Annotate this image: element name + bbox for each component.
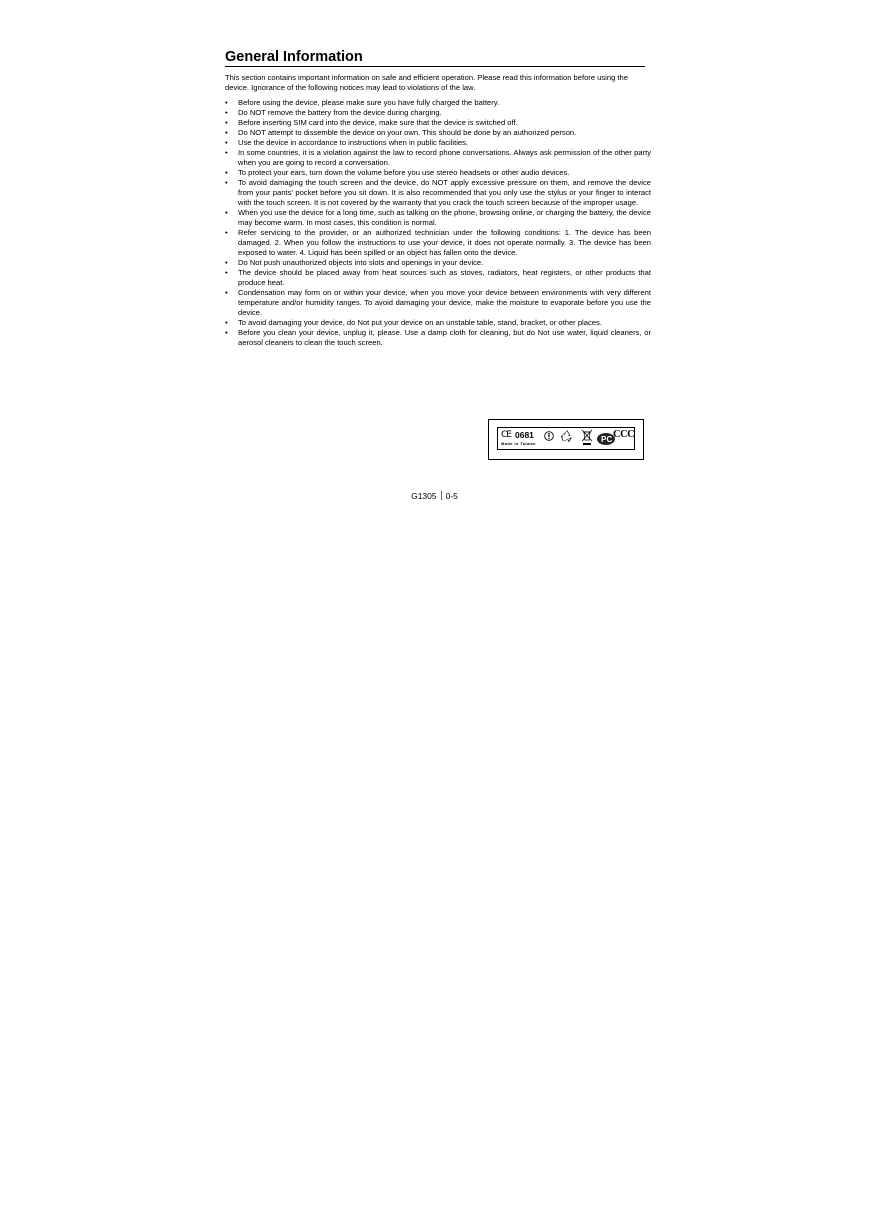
notice-text: Before inserting SIM card into the device, make sure that the device is switched off. xyxy=(238,118,518,127)
bullet-icon: • xyxy=(225,128,228,137)
page-number: 0-5 xyxy=(445,491,458,501)
recycle-icon xyxy=(560,429,574,443)
page-title: General Information xyxy=(225,48,645,67)
page-footer xyxy=(0,491,869,501)
list-item xyxy=(225,168,651,178)
notice-text: Before using the device, please make sure you have fully charged the battery. xyxy=(238,98,500,107)
notice-text: Refer servicing to the provider, or an authorized technician under the following conditions: 1. The device has been damaged. 2. When you follow the instructions to use your device, it does not operate normally. 3. The device has been exposed to water. 4. Liquid has been spilled or an object has fallen onto the device. xyxy=(238,228,651,257)
svg-text:C: C xyxy=(606,435,613,444)
list-item xyxy=(225,318,651,328)
footer-separator xyxy=(441,491,442,500)
notice-text: Before you clean your device, unplug it, please. Use a damp cloth for cleaning, but do Not use water, liquid cleaners, or aerosol cleaners to clean the touch screen. xyxy=(238,328,651,347)
alert-icon xyxy=(544,431,554,441)
list-item xyxy=(225,118,651,128)
bullet-icon: • xyxy=(225,228,228,237)
bullet-icon: • xyxy=(225,208,228,217)
notice-text: When you use the device for a long time, such as talking on the phone, browsing online, or charging the battery, the device may become warm. In most cases, this condition is normal. xyxy=(238,208,651,227)
bullet-icon: • xyxy=(225,148,228,157)
notice-text: Do NOT attempt to dissemble the device on your own. This should be done by an authorized person. xyxy=(238,128,577,137)
notice-text: Do Not push unauthorized objects into slots and openings in your device. xyxy=(238,258,484,267)
svg-text:P: P xyxy=(601,435,607,444)
bullet-icon: • xyxy=(225,258,228,267)
notice-text: Use the device in accordance to instructions when in public facilities. xyxy=(238,138,469,147)
bullet-icon: • xyxy=(225,168,228,177)
ccc-mark: CCC xyxy=(613,429,635,440)
list-item xyxy=(225,328,651,348)
certification-marks xyxy=(497,427,635,450)
list-item xyxy=(225,258,651,268)
intro-paragraph: This section contains important information on safe and efficient operation. Please read this information before using the device. Ignorance of the following notices may lead to violations of the law. xyxy=(225,73,628,92)
list-item xyxy=(225,128,651,138)
certification-label xyxy=(488,419,644,460)
list-item xyxy=(225,288,651,318)
notices-list xyxy=(225,98,651,348)
weee-bin-icon xyxy=(581,429,593,446)
notice-text: To avoid damaging your device, do Not put your device on an unstable table, stand, bracket, or other places. xyxy=(238,318,602,327)
list-item xyxy=(225,208,651,228)
notice-text: The device should be placed away from heat sources such as stoves, radiators, heat registers, or other products that produce heat. xyxy=(238,268,651,287)
model-number: G1305 xyxy=(411,491,437,501)
bullet-icon: • xyxy=(225,288,228,297)
list-item xyxy=(225,138,651,148)
list-item xyxy=(225,268,651,288)
list-item xyxy=(225,98,651,108)
bullet-icon: • xyxy=(225,138,228,147)
bullet-icon: • xyxy=(225,268,228,277)
bullet-icon: • xyxy=(225,178,228,187)
notice-text: Condensation may form on or within your device, when you move your device between environments with very different temperature and/or humidity ranges. To avoid damaging your device, make the moisture to evaporate before you use the device. xyxy=(238,288,651,317)
list-item xyxy=(225,228,651,258)
bullet-icon: • xyxy=(225,108,228,117)
notice-text: To protect your ears, turn down the volume before you use stereo headsets or other audio devices. xyxy=(238,168,570,177)
list-item xyxy=(225,178,651,208)
bullet-icon: • xyxy=(225,98,228,107)
notice-text: To avoid damaging the touch screen and the device, do NOT apply excessive pressure on them, and remove the device from your pants' pocket before you sit down. It is also recommended that you only use the stylus or your finger to interact with the touch screen. It is not covered by the warranty that you crack the touch screen because of the improper usage. xyxy=(238,178,651,207)
notified-body-number: 0681 xyxy=(515,430,534,440)
bullet-icon: • xyxy=(225,118,228,127)
bullet-icon: • xyxy=(225,328,228,337)
ce-mark: CE xyxy=(501,430,511,440)
notice-text: Do NOT remove the battery from the device during charging. xyxy=(238,108,442,117)
notice-text: In some countries, it is a violation against the law to record phone conversations. Always ask permission of the other party when you are going to record a conversation. xyxy=(238,148,651,167)
list-item xyxy=(225,148,651,168)
document-page xyxy=(225,48,651,348)
list-item xyxy=(225,108,651,118)
bullet-icon: • xyxy=(225,318,228,327)
made-in-text: Made in Taiwan xyxy=(501,441,536,446)
